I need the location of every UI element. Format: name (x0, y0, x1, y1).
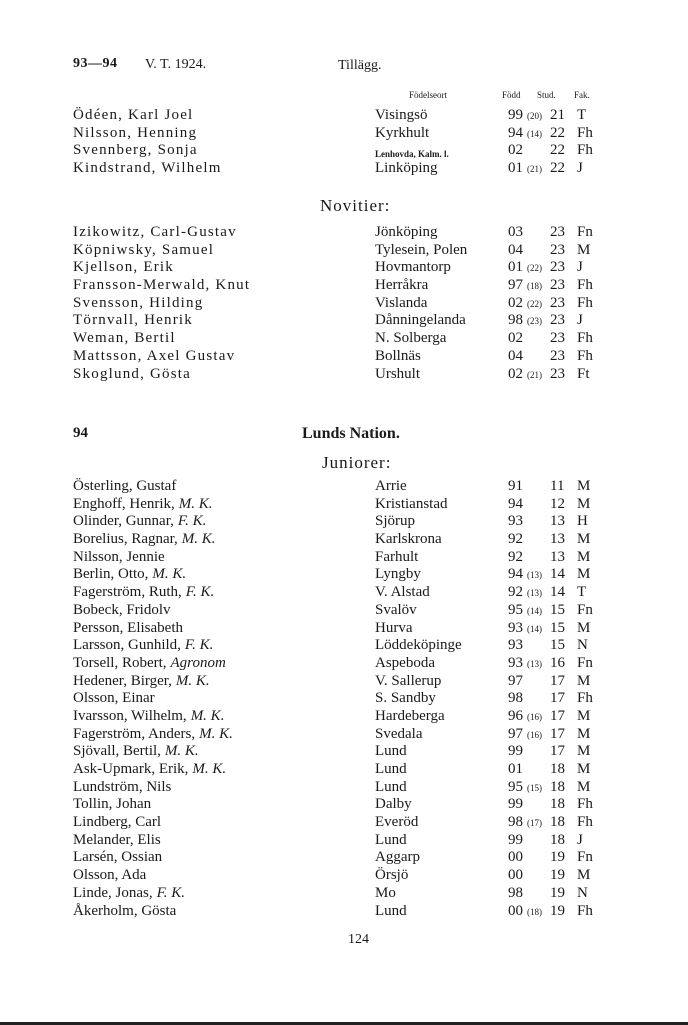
academic-title: M. K. (181, 531, 216, 548)
academic-title: F. K. (177, 513, 207, 530)
list-item (0, 160, 688, 178)
student-year: 22 (550, 142, 565, 159)
enrolment-note: (14) (527, 605, 542, 616)
birth-year: 98 (508, 884, 523, 901)
list-item (0, 107, 688, 125)
faculty: M (577, 495, 591, 512)
list-item (0, 348, 688, 366)
enrolment-note: (23) (527, 316, 542, 327)
faculty: M (577, 743, 591, 760)
list-item (0, 673, 688, 691)
list-item (0, 142, 688, 160)
student-year: 22 (550, 160, 565, 177)
person-name: Kjellson, Erik (73, 259, 174, 276)
section-page-number: 94 (73, 425, 88, 441)
birthplace: V. Alstad (375, 584, 430, 601)
person-name: Svennberg, Sonja (73, 142, 198, 159)
person-name: Enghoff, Henrik, M. K. (73, 495, 213, 512)
person-name: Köpniwsky, Samuel (73, 241, 215, 258)
list-item (0, 496, 688, 514)
birth-year: 97 (508, 725, 523, 742)
academic-title: F. K. (185, 584, 215, 601)
birthplace: Everöd (375, 814, 419, 831)
juniorer-list (0, 478, 688, 920)
student-year: 14 (550, 566, 565, 583)
faculty: Fh (577, 124, 593, 141)
student-year: 18 (550, 831, 565, 848)
academic-title: F. K. (184, 637, 214, 654)
faculty: M (577, 241, 591, 258)
birth-year: 95 (508, 601, 523, 618)
student-year: 23 (550, 277, 565, 294)
student-year: 23 (550, 365, 565, 382)
person-name: Hedener, Birger, M. K. (73, 672, 210, 689)
faculty: Fn (577, 601, 593, 618)
student-year: 17 (550, 690, 565, 707)
person-name: Fagerström, Anders, M. K. (73, 725, 233, 742)
birth-year: 93 (508, 619, 523, 636)
birth-year: 02 (508, 365, 523, 382)
birthplace: Hovmantorp (375, 259, 451, 276)
section-title-juniorer: Juniorer: (322, 453, 392, 472)
person-name: Lindberg, Carl (73, 814, 162, 831)
birthplace: Lund (375, 778, 407, 795)
faculty: Fn (577, 224, 593, 240)
person-name: Törnvall, Henrik (73, 312, 194, 329)
birthplace: Lund (375, 902, 407, 919)
list-item (0, 295, 688, 313)
list-item (0, 655, 688, 673)
person-name: Torsell, Robert, Agronom (73, 654, 226, 671)
academic-title: F. K. (156, 884, 186, 901)
birth-year: 00 (508, 849, 523, 866)
birth-year: 97 (508, 277, 523, 294)
academic-title: M. K. (178, 495, 213, 512)
student-year: 17 (550, 707, 565, 724)
list-item (0, 867, 688, 885)
birthplace: Hurva (375, 619, 413, 636)
faculty: M (577, 867, 591, 884)
faculty: Fn (577, 654, 593, 671)
list-item (0, 366, 688, 384)
person-name: Weman, Bertil (73, 330, 176, 347)
faculty: J (577, 259, 583, 276)
birth-year: 99 (508, 107, 523, 123)
list-item (0, 242, 688, 260)
student-year: 23 (550, 224, 565, 240)
birth-year: 93 (508, 654, 523, 671)
faculty: M (577, 478, 591, 494)
birthplace: Svalöv (375, 601, 417, 618)
birth-year: 92 (508, 531, 523, 548)
faculty: Fh (577, 142, 593, 159)
list-item (0, 330, 688, 348)
birth-year: 93 (508, 637, 523, 654)
birth-year: 98 (508, 690, 523, 707)
person-name: Olsson, Ada (73, 867, 147, 884)
birthplace: Hardeberga (375, 707, 445, 724)
faculty: T (577, 107, 587, 123)
student-year: 13 (550, 548, 565, 565)
student-year: 19 (550, 849, 565, 866)
student-year: 19 (550, 884, 565, 901)
birthplace: Aggarp (375, 849, 420, 866)
column-header-stud: Stud. (537, 90, 556, 100)
birthplace: Vislanda (375, 294, 428, 311)
student-year: 18 (550, 761, 565, 777)
enrolment-note: (14) (527, 128, 542, 139)
birth-year: 02 (508, 142, 523, 159)
birthplace: Visingsö (375, 107, 428, 123)
student-year: 23 (550, 312, 565, 329)
list-item (0, 832, 688, 850)
student-year: 18 (550, 778, 565, 795)
birthplace: S. Sandby (375, 690, 436, 707)
birthplace: Mo (375, 884, 396, 901)
person-name: Svensson, Hilding (73, 294, 204, 311)
enrolment-note: (20) (527, 111, 542, 121)
header-page-range: 93—94 (73, 56, 118, 71)
list-item (0, 726, 688, 744)
student-year: 17 (550, 743, 565, 760)
birthplace: Linköping (375, 160, 438, 177)
birthplace: Dånningelanda (375, 312, 466, 329)
list-item (0, 849, 688, 867)
list-item (0, 125, 688, 143)
birth-year: 95 (508, 778, 523, 795)
person-name: Persson, Elisabeth (73, 619, 183, 636)
student-year: 18 (550, 814, 565, 831)
list-item (0, 584, 688, 602)
academic-title: M. K. (199, 725, 233, 742)
person-name: Ask-Upmark, Erik, M. K. (73, 761, 227, 777)
header-supplement: Tillägg. (338, 58, 382, 73)
academic-title: M. K. (192, 761, 227, 777)
enrolment-note: (17) (527, 818, 542, 829)
faculty: Fh (577, 814, 593, 831)
birth-year: 01 (508, 259, 523, 276)
list-item (0, 903, 688, 921)
person-name: Sjövall, Bertil, M. K. (73, 743, 199, 760)
person-name: Åkerholm, Gösta (73, 902, 177, 919)
student-year: 19 (550, 867, 565, 884)
birthplace: Urshult (375, 365, 420, 382)
birth-year: 92 (508, 548, 523, 565)
list-item (0, 513, 688, 531)
list-item (0, 277, 688, 295)
academic-title: Agronom (170, 654, 226, 671)
enrolment-note: (18) (527, 281, 542, 292)
birth-year: 00 (508, 902, 523, 919)
faculty: Fh (577, 347, 593, 364)
student-year: 23 (550, 259, 565, 276)
person-name: Skoglund, Gösta (73, 365, 192, 382)
birthplace: Jönköping (375, 224, 438, 240)
enrolment-note: (16) (527, 729, 542, 740)
list-item (0, 708, 688, 726)
enrolment-note: (22) (527, 298, 542, 309)
person-name: Larsén, Ossian (73, 849, 163, 866)
birth-year: 94 (508, 566, 523, 583)
novitier-list (0, 224, 688, 383)
birthplace: N. Solberga (375, 330, 447, 347)
faculty: Ft (577, 365, 590, 382)
birth-year: 97 (508, 672, 523, 689)
enrolment-note: (14) (527, 623, 542, 634)
faculty: M (577, 531, 591, 548)
birthplace: V. Sallerup (375, 672, 442, 689)
student-year: 13 (550, 513, 565, 530)
student-year: 15 (550, 619, 565, 636)
person-name: Kindstrand, Wilhelm (73, 160, 222, 177)
student-year: 21 (550, 107, 565, 123)
birthplace: Farhult (375, 548, 419, 565)
person-name: Lundström, Nils (73, 778, 172, 795)
list-item (0, 796, 688, 814)
person-name: Melander, Elis (73, 831, 161, 848)
list-item (0, 779, 688, 797)
page-number: 124 (348, 932, 369, 947)
person-name: Borelius, Ragnar, M. K. (73, 531, 216, 548)
section-title-lunds-nation: Lunds Nation. (302, 425, 400, 442)
birthplace: Lyngby (375, 566, 421, 583)
list-item (0, 761, 688, 779)
student-year: 17 (550, 725, 565, 742)
student-year: 12 (550, 495, 565, 512)
birthplace: Sjörup (375, 513, 416, 530)
header-term: V. T. 1924. (145, 57, 207, 72)
faculty: Fh (577, 294, 593, 311)
faculty: M (577, 778, 591, 795)
faculty: M (577, 548, 591, 565)
faculty: Fn (577, 849, 593, 866)
student-year: 18 (550, 796, 565, 813)
faculty: Fh (577, 330, 593, 347)
person-name: Tollin, Johan (73, 796, 152, 813)
faculty: H (577, 513, 588, 530)
enrolment-note: (18) (527, 906, 542, 917)
student-year: 11 (550, 478, 565, 494)
person-name: Olsson, Einar (73, 690, 155, 707)
birthplace: Örsjö (375, 867, 409, 884)
faculty: M (577, 672, 591, 689)
birthplace: Arrie (375, 478, 407, 494)
birthplace: Karlskrona (375, 531, 442, 548)
faculty: N (577, 884, 588, 901)
birthplace: Lund (375, 761, 407, 777)
faculty: Fh (577, 690, 593, 707)
birth-year: 98 (508, 814, 523, 831)
birth-year: 01 (508, 160, 523, 177)
person-name: Fagerström, Ruth, F. K. (73, 584, 215, 601)
birth-year: 99 (508, 831, 523, 848)
faculty: M (577, 566, 591, 583)
faculty: M (577, 761, 591, 777)
student-year: 16 (550, 654, 565, 671)
person-name: Larsson, Gunhild, F. K. (73, 637, 214, 654)
birthplace: Löddeköpinge (375, 637, 462, 654)
faculty: T (577, 584, 587, 601)
birth-year: 94 (508, 495, 523, 512)
birth-year: 04 (508, 347, 523, 364)
birth-year: 99 (508, 796, 523, 813)
student-year: 22 (550, 124, 565, 141)
birth-year: 03 (508, 224, 523, 240)
list-item (0, 312, 688, 330)
person-name: Österling, Gustaf (73, 478, 177, 494)
birthplace: Tylesein, Polen (375, 241, 468, 258)
faculty: J (577, 312, 583, 329)
list-item (0, 549, 688, 567)
person-name: Bobeck, Fridolv (73, 601, 171, 618)
birth-year: 93 (508, 513, 523, 530)
person-name: Izikowitz, Carl-Gustav (73, 224, 237, 240)
student-year: 23 (550, 294, 565, 311)
student-year: 17 (550, 672, 565, 689)
birthplace: Bollnäs (375, 347, 421, 364)
faculty: J (577, 160, 583, 177)
list-item (0, 566, 688, 584)
enrolment-note: (21) (527, 164, 542, 175)
faculty: Fh (577, 796, 593, 813)
birthplace: Kyrkhult (375, 124, 430, 141)
faculty: M (577, 725, 591, 742)
person-name: Mattsson, Axel Gustav (73, 347, 236, 364)
section-title-novitier: Novitier: (320, 196, 391, 215)
person-name: Fransson-Merwald, Knut (73, 277, 251, 294)
student-year: 23 (550, 330, 565, 347)
supplement-list (0, 107, 688, 178)
birthplace: Svedala (375, 725, 423, 742)
birth-year: 98 (508, 312, 523, 329)
student-year: 23 (550, 241, 565, 258)
enrolment-note: (13) (527, 570, 542, 581)
column-header-born: Född (502, 90, 521, 100)
birthplace: Lund (375, 743, 407, 760)
list-item (0, 690, 688, 708)
birthplace: Herråkra (375, 277, 429, 294)
list-item (0, 620, 688, 638)
student-year: 15 (550, 637, 565, 654)
list-item (0, 531, 688, 549)
birth-year: 02 (508, 294, 523, 311)
student-year: 23 (550, 347, 565, 364)
person-name: Ödéen, Karl Joel (73, 107, 194, 123)
enrolment-note: (16) (527, 711, 542, 722)
enrolment-note: (15) (527, 782, 542, 793)
enrolment-note: (22) (527, 263, 542, 274)
list-item (0, 602, 688, 620)
person-name: Olinder, Gunnar, F. K. (73, 513, 207, 530)
birthplace: Lund (375, 831, 407, 848)
faculty: Fh (577, 902, 593, 919)
birth-year: 91 (508, 478, 523, 494)
birth-year: 04 (508, 241, 523, 258)
enrolment-note: (21) (527, 369, 542, 380)
person-name: Linde, Jonas, F. K. (73, 884, 186, 901)
birth-year: 00 (508, 867, 523, 884)
person-name: Nilsson, Henning (73, 124, 198, 141)
academic-title: M. K. (152, 566, 187, 583)
faculty: M (577, 707, 591, 724)
faculty: N (577, 637, 588, 654)
person-name: Berlin, Otto, M. K. (73, 566, 187, 583)
list-item (0, 814, 688, 832)
birth-year: 99 (508, 743, 523, 760)
academic-title: M. K. (175, 672, 210, 689)
student-year: 14 (550, 584, 565, 601)
list-item (0, 259, 688, 277)
faculty: J (577, 831, 583, 848)
academic-title: M. K. (190, 707, 225, 724)
list-item (0, 478, 688, 496)
student-year: 19 (550, 902, 565, 919)
birth-year: 01 (508, 761, 523, 777)
student-year: 15 (550, 601, 565, 618)
person-name: Nilsson, Jennie (73, 548, 165, 565)
person-name: Ivarsson, Wilhelm, M. K. (73, 707, 225, 724)
birth-year: 92 (508, 584, 523, 601)
list-item (0, 224, 688, 242)
list-item (0, 885, 688, 903)
enrolment-note: (13) (527, 588, 542, 599)
column-header-birthplace: Födelseort (409, 90, 447, 100)
birth-year: 94 (508, 124, 523, 141)
student-year: 13 (550, 531, 565, 548)
faculty: M (577, 619, 591, 636)
birthplace: Lenhovda, Kalm. l. (375, 149, 449, 160)
enrolment-note: (13) (527, 658, 542, 669)
birth-year: 96 (508, 707, 523, 724)
list-item (0, 743, 688, 761)
column-header-fak: Fak. (574, 90, 590, 100)
academic-title: M. K. (164, 743, 199, 760)
birthplace: Aspeboda (375, 654, 435, 671)
birth-year: 02 (508, 330, 523, 347)
birthplace: Dalby (375, 796, 412, 813)
list-item (0, 637, 688, 655)
birthplace: Kristianstad (375, 495, 448, 512)
faculty: Fh (577, 277, 593, 294)
